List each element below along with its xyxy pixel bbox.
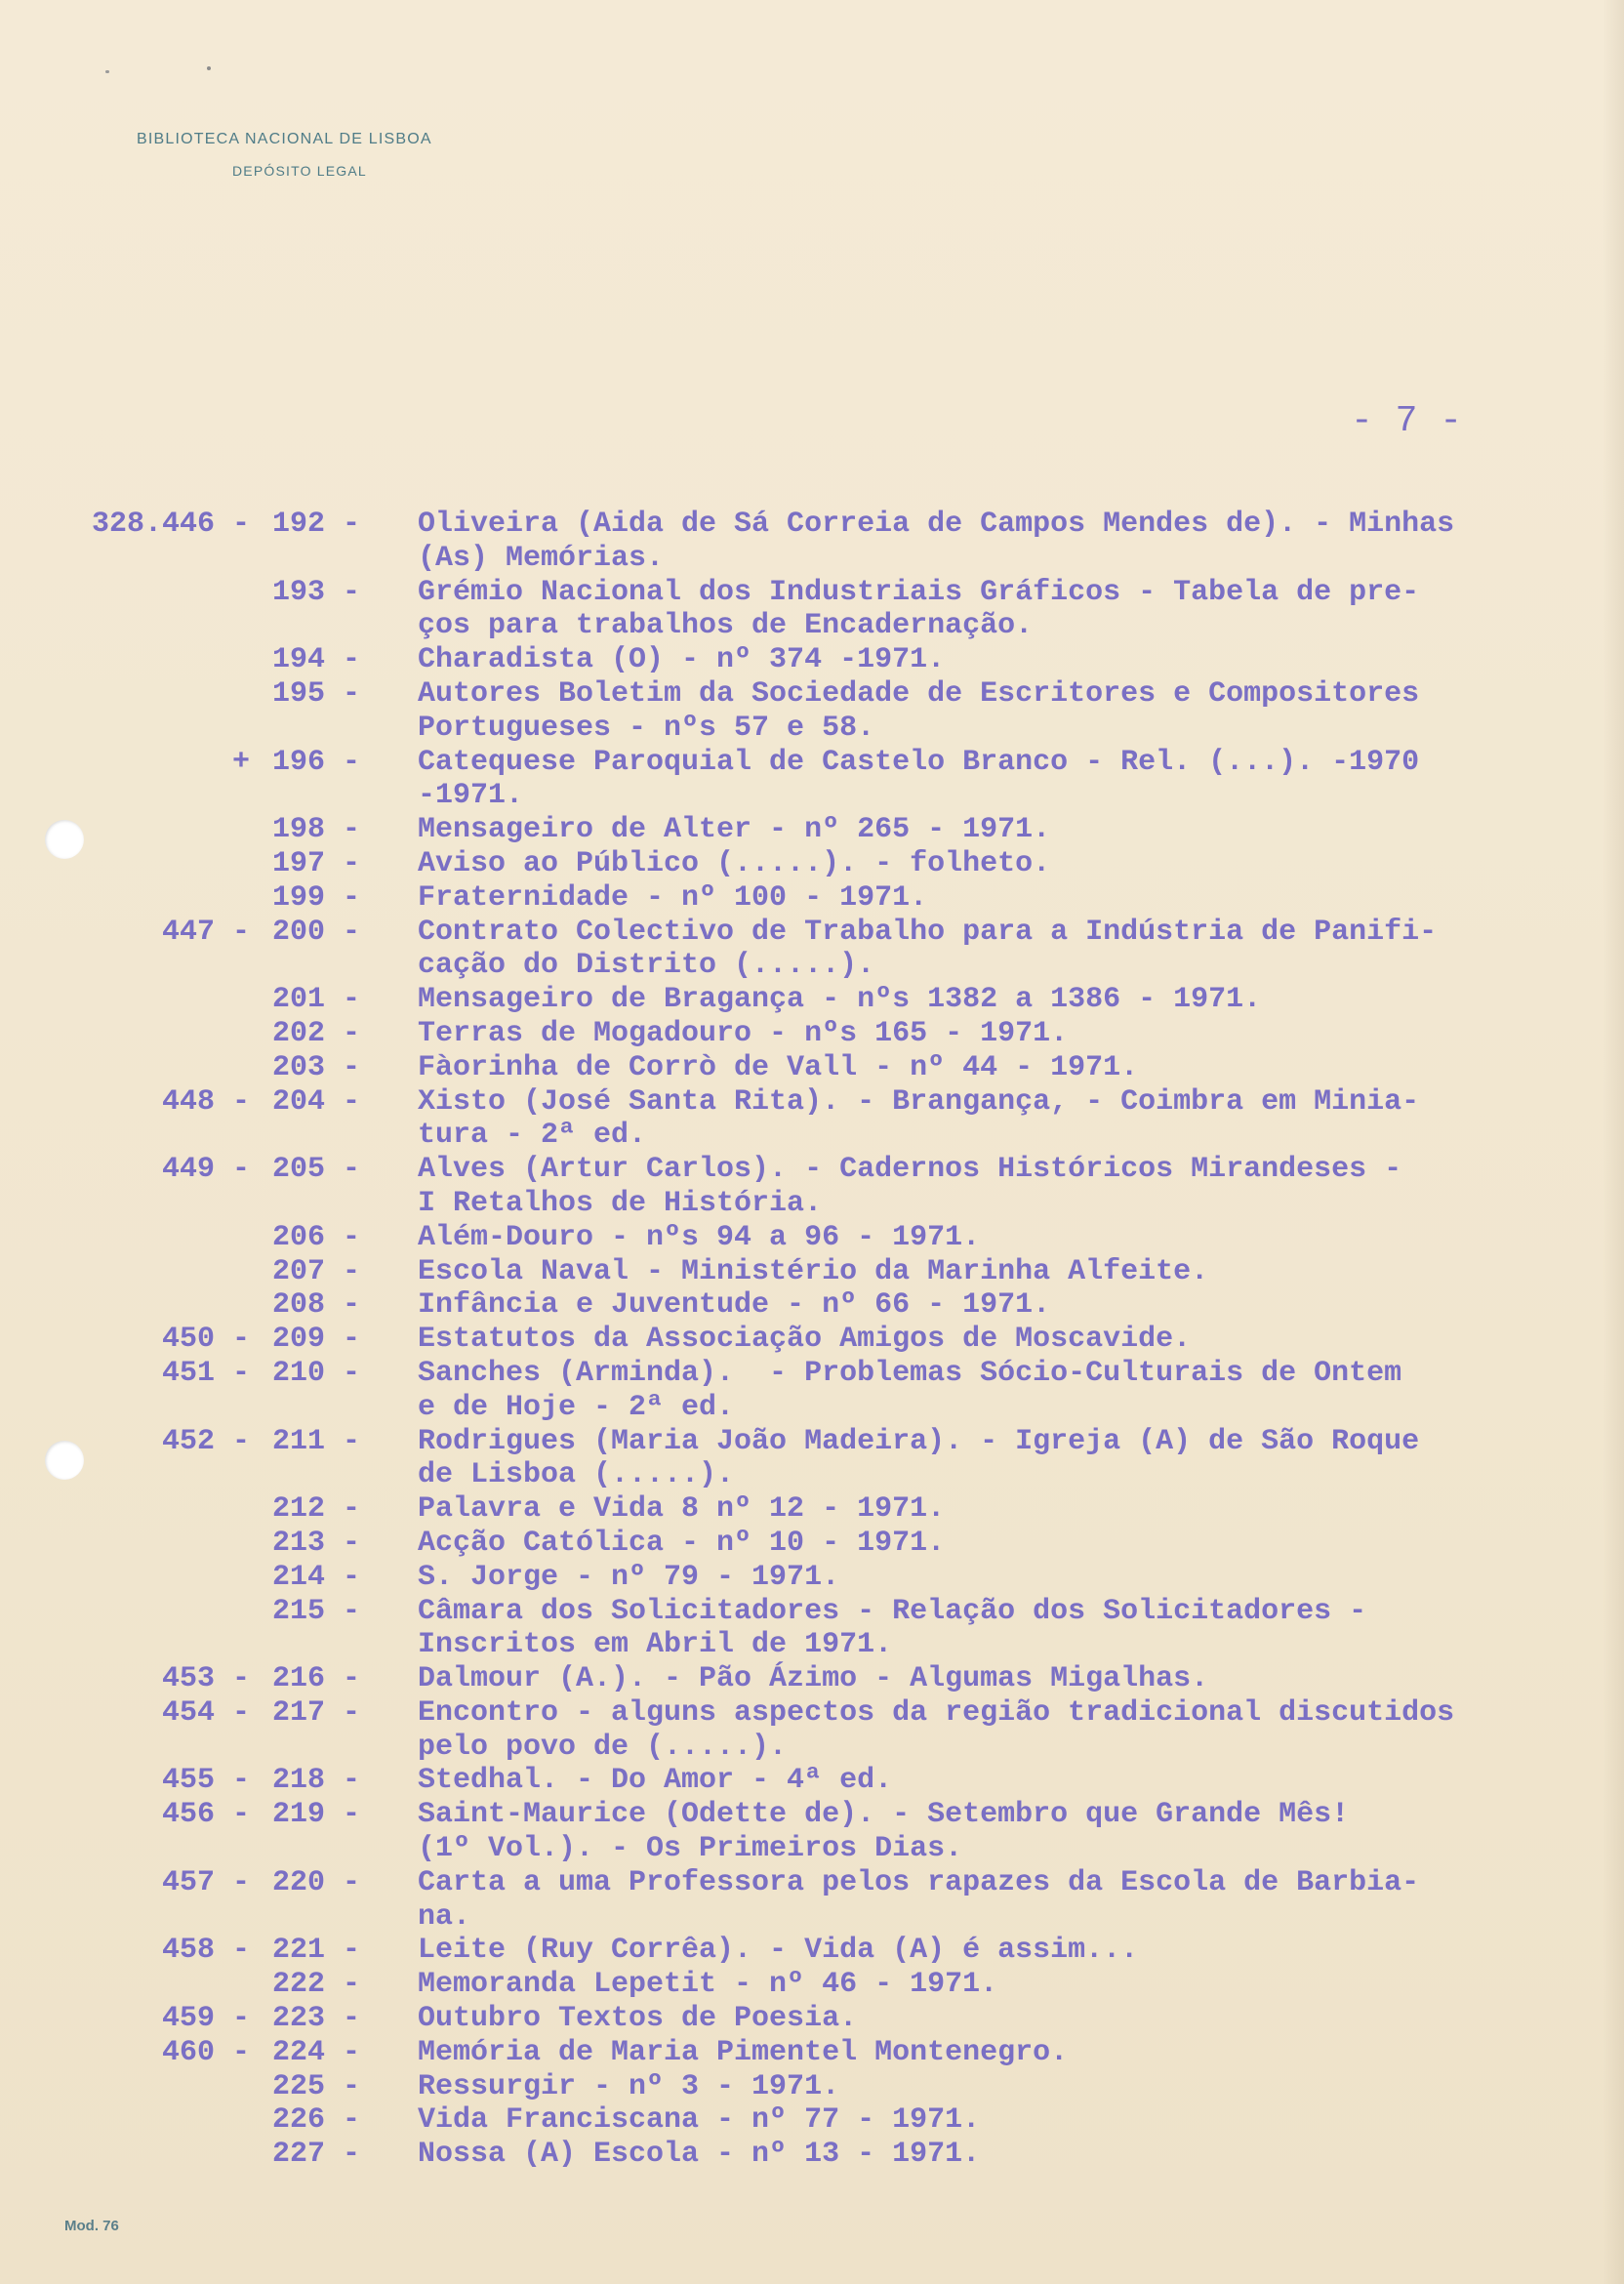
register-row — [0, 677, 1624, 712]
classification-number: 453 - — [161, 1662, 250, 1696]
classification-number: + — [231, 745, 250, 779]
entry-text: Outubro Textos de Poesia. — [418, 2002, 858, 2036]
entry-number: 218 - — [271, 1764, 360, 1798]
register-row — [0, 2036, 1624, 2070]
entry-text: Grémio Nacional dos Industriais Gráficos - Tabela de pre- — [418, 575, 1420, 609]
register-row — [0, 1696, 1624, 1731]
entry-text: (1º Vol.). - Os Primeiros Dias. — [418, 1832, 963, 1866]
entry-text: e de Hoje - 2ª ed. — [418, 1390, 735, 1424]
register-row — [0, 1492, 1624, 1527]
entry-text: na. — [418, 1899, 471, 1934]
entry-text: Rodrigues (Maria João Madeira). - Igreja (A) de São Roque — [418, 1424, 1420, 1458]
entry-number: 195 - — [271, 676, 360, 711]
register-row — [0, 1934, 1624, 1968]
entry-text: Infância e Juventude - nº 66 - 1971. — [418, 1288, 1051, 1323]
classification-number: 451 - — [161, 1356, 250, 1390]
entry-text: Memória de Maria Pimentel Montenegro. — [418, 2035, 1069, 2069]
register-row — [0, 1561, 1624, 1595]
entry-number: 192 - — [271, 508, 360, 541]
register-row — [0, 1628, 1624, 1662]
entry-text: S. Jorge - nº 79 - 1971. — [418, 1560, 840, 1594]
register-row — [0, 1595, 1624, 1629]
entry-text: Charadista (O) - nº 374 -1971. — [418, 643, 946, 677]
entry-number: 205 - — [271, 1153, 360, 1187]
entry-text: Contrato Colectivo de Trabalho para a Indústria de Panifi- — [418, 915, 1438, 949]
entry-text: de Lisboa (.....). — [418, 1458, 735, 1492]
classification-number: 454 - — [161, 1695, 250, 1730]
register-row — [0, 916, 1624, 950]
entry-text: Mensageiro de Bragança - nºs 1382 a 1386 - 1971. — [418, 983, 1262, 1017]
entry-text: Fàorinha de Corrò de Vall - nº 44 - 1971. — [418, 1050, 1139, 1084]
register-row — [0, 1425, 1624, 1459]
entry-text: Terras de Mogadouro - nºs 165 - 1971. — [418, 1016, 1069, 1050]
register-row — [0, 1832, 1624, 1866]
register-row — [0, 949, 1624, 983]
entry-text: Nossa (A) Escola - nº 13 - 1971. — [418, 2138, 981, 2172]
classification-number: 447 - — [161, 915, 250, 949]
entry-text: Portugueses - nºs 57 e 58. — [418, 711, 875, 745]
entry-text: (As) Memórias. — [418, 541, 665, 575]
entry-number: 200 - — [271, 915, 360, 949]
register-row — [0, 746, 1624, 780]
register-row — [0, 1221, 1624, 1255]
register-row — [0, 1391, 1624, 1425]
entry-text: Mensageiro de Alter - nº 265 - 1971. — [418, 813, 1051, 847]
entry-number: 213 - — [271, 1526, 360, 1560]
paper-mark — [105, 70, 109, 73]
entry-number: 204 - — [271, 1084, 360, 1119]
register-row — [0, 1798, 1624, 1832]
entry-text: Além-Douro - nºs 94 a 96 - 1971. — [418, 1220, 981, 1254]
classification-number: 455 - — [161, 1764, 250, 1798]
register-row — [0, 712, 1624, 746]
entry-number: 196 - — [271, 745, 360, 779]
register-row — [0, 1288, 1624, 1323]
entry-text: Inscritos em Abril de 1971. — [418, 1628, 893, 1662]
entry-text: Memoranda Lepetit - nº 46 - 1971. — [418, 1968, 998, 2002]
letterhead-department: DEPÓSITO LEGAL — [232, 163, 367, 179]
entry-text: Dalmour (A.). - Pão Ázimo - Algumas Migalhas. — [418, 1662, 1209, 1696]
entry-number: 214 - — [271, 1560, 360, 1594]
entry-text: Carta a uma Professora pelos rapazes da Escola de Barbia- — [418, 1865, 1420, 1899]
entry-text: Saint-Maurice (Odette de). - Setembro que Grande Mês! — [418, 1798, 1350, 1832]
entry-text: Aviso ao Público (.....). - folheto. — [418, 846, 1051, 880]
register-row — [0, 1255, 1624, 1289]
register-row — [0, 813, 1624, 847]
classification-number: 456 - — [161, 1798, 250, 1832]
classification-number: 328.446 - — [91, 508, 250, 541]
paper-mark — [207, 66, 211, 70]
register-row — [0, 1662, 1624, 1696]
entry-number: 211 - — [271, 1424, 360, 1458]
classification-number: 449 - — [161, 1153, 250, 1187]
register-row — [0, 779, 1624, 813]
entry-number: 203 - — [271, 1050, 360, 1084]
entry-text: Estatutos da Associação Amigos de Moscavide. — [418, 1323, 1192, 1357]
entry-text: -1971. — [418, 779, 524, 813]
entry-number: 210 - — [271, 1356, 360, 1390]
register-row — [0, 983, 1624, 1017]
classification-number: 448 - — [161, 1084, 250, 1119]
page-number: - 7 - — [1351, 400, 1463, 442]
entry-text: Autores Boletim da Sociedade de Escritores e Compositores — [418, 676, 1420, 711]
register-row — [0, 1731, 1624, 1765]
entry-text: Encontro - alguns aspectos da região tradicional discutidos — [418, 1695, 1455, 1730]
classification-number: 460 - — [161, 2035, 250, 2069]
register-row — [0, 1153, 1624, 1187]
register-row — [0, 847, 1624, 881]
entry-number: 227 - — [271, 2138, 360, 2172]
register-row — [0, 1968, 1624, 2002]
entry-number: 212 - — [271, 1492, 360, 1527]
classification-number: 459 - — [161, 2002, 250, 2036]
register-entries — [0, 508, 1624, 2172]
classification-number: 450 - — [161, 1323, 250, 1357]
letterhead-institution: BIBLIOTECA NACIONAL DE LISBOA — [137, 131, 432, 147]
entry-number: 201 - — [271, 983, 360, 1017]
entry-text: ços para trabalhos de Encadernação. — [418, 609, 1034, 643]
entry-text: Catequese Paroquial de Castelo Branco - Rel. (...). -1970 — [418, 745, 1420, 779]
entry-number: 209 - — [271, 1323, 360, 1357]
register-row — [0, 1357, 1624, 1391]
register-row — [0, 1764, 1624, 1798]
entry-number: 193 - — [271, 575, 360, 609]
register-row — [0, 609, 1624, 643]
classification-number: 452 - — [161, 1424, 250, 1458]
entry-number: 208 - — [271, 1288, 360, 1323]
entry-number: 202 - — [271, 1016, 360, 1050]
entry-number: 216 - — [271, 1662, 360, 1696]
entry-number: 215 - — [271, 1594, 360, 1628]
entry-text: Palavra e Vida 8 nº 12 - 1971. — [418, 1492, 946, 1527]
entry-number: 206 - — [271, 1220, 360, 1254]
entry-text: Oliveira (Aida de Sá Correia de Campos Mendes de). - Minhas — [418, 508, 1455, 541]
entry-text: Xisto (José Santa Rita). - Brangança, - Coimbra em Minia- — [418, 1084, 1420, 1119]
entry-number: 198 - — [271, 813, 360, 847]
entry-number: 207 - — [271, 1254, 360, 1288]
entry-text: tura - 2ª ed. — [418, 1119, 647, 1153]
entry-number: 223 - — [271, 2002, 360, 2036]
entry-text: cação do Distrito (.....). — [418, 949, 875, 983]
register-row — [0, 881, 1624, 916]
entry-number: 221 - — [271, 1934, 360, 1968]
entry-number: 197 - — [271, 846, 360, 880]
register-row — [0, 2070, 1624, 2104]
entry-text: I Retalhos de História. — [418, 1186, 823, 1220]
entry-text: Sanches (Arminda). - Problemas Sócio-Culturais de Ontem — [418, 1356, 1402, 1390]
entry-text: Vida Franciscana - nº 77 - 1971. — [418, 2103, 981, 2138]
entry-number: 217 - — [271, 1695, 360, 1730]
register-row — [0, 1119, 1624, 1153]
entry-text: Ressurgir - nº 3 - 1971. — [418, 2069, 840, 2103]
register-row — [0, 1051, 1624, 1085]
register-row — [0, 1187, 1624, 1221]
register-row — [0, 2002, 1624, 2036]
register-row — [0, 1085, 1624, 1120]
register-row — [0, 1866, 1624, 1900]
entry-number: 226 - — [271, 2103, 360, 2138]
entry-text: Câmara dos Solicitadores - Relação dos Solicitadores - — [418, 1594, 1367, 1628]
entry-number: 199 - — [271, 880, 360, 915]
register-row — [0, 2103, 1624, 2138]
entry-text: Acção Católica - nº 10 - 1971. — [418, 1526, 946, 1560]
entry-text: Fraternidade - nº 100 - 1971. — [418, 880, 928, 915]
register-row — [0, 1458, 1624, 1492]
entry-text: Stedhal. - Do Amor - 4ª ed. — [418, 1764, 893, 1798]
entry-number: 220 - — [271, 1865, 360, 1899]
entry-number: 219 - — [271, 1798, 360, 1832]
entry-number: 224 - — [271, 2035, 360, 2069]
classification-number: 457 - — [161, 1865, 250, 1899]
entry-number: 222 - — [271, 1968, 360, 2002]
entry-text: Alves (Artur Carlos). - Cadernos Históricos Mirandeses - — [418, 1153, 1402, 1187]
register-row — [0, 643, 1624, 677]
entry-number: 225 - — [271, 2069, 360, 2103]
register-row — [0, 1017, 1624, 1051]
entry-text: Escola Naval - Ministério da Marinha Alfeite. — [418, 1254, 1209, 1288]
register-row — [0, 2138, 1624, 2172]
register-row — [0, 508, 1624, 542]
classification-number: 458 - — [161, 1934, 250, 1968]
form-model-label: Mod. 76 — [64, 2218, 119, 2234]
entry-text: pelo povo de (.....). — [418, 1730, 788, 1764]
register-row — [0, 542, 1624, 576]
register-row — [0, 1323, 1624, 1357]
register-row — [0, 1900, 1624, 1935]
entry-text: Leite (Ruy Corrêa). - Vida (A) é assim... — [418, 1934, 1139, 1968]
register-row — [0, 576, 1624, 610]
register-row — [0, 1527, 1624, 1561]
entry-number: 194 - — [271, 643, 360, 677]
